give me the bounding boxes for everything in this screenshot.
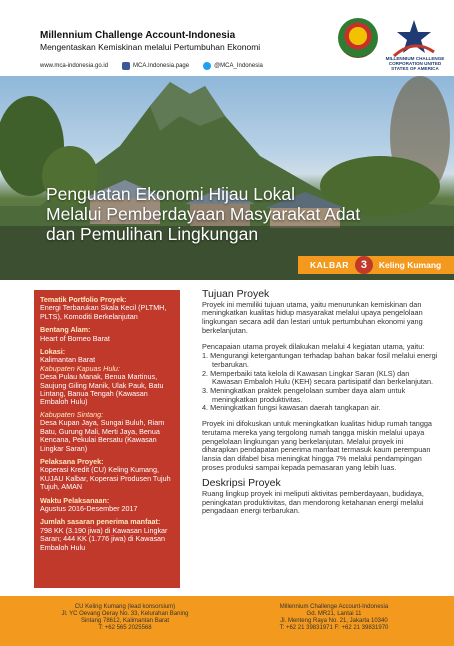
goal-list [202, 352, 438, 413]
sintang-label: Kabupaten Sintang: [40, 409, 104, 419]
facebook-icon [122, 62, 130, 70]
landscape-illustration [0, 76, 454, 280]
period-label: Waktu Pelaksanaan: [40, 495, 110, 505]
facebook-link[interactable] [122, 62, 189, 70]
footer-left-address-1: Jl. YC Oevang Oeray No. 33, Kelurahan Baning [61, 611, 189, 617]
goal-list-item: 3. Meningkatkan praktek pengelolaan sumber daya alam untuk meningkatkan produktivitas. [202, 386, 406, 404]
portfolio-section [40, 296, 174, 321]
project-info-box [34, 290, 180, 588]
project-number-badge: 3 [355, 256, 373, 274]
goal-paragraph-1: Proyek ini memiliki tujuan utama, yaitu menurunkan kemiskinan dan meningkatkan kualitas hidup masyarakat melalui upaya pengelolaan lingkungan secara adil dan lestari untuk pertumbuhan ekonomi yang berkelanjutan. [202, 299, 423, 335]
goal-list-item: 2. Memperbaiki tata kelola di Kawasan Lingkar Saran (KLS) dan Kawasan Embaloh Hulu (KEH) secara partisipatif dan berkelanjutan. [202, 368, 434, 387]
beneficiaries-value: 798 KK (3.190 jiwa) di Kawasan Lingkar Saran; 444 KK (1.776 jiwa) di Kawasan Embaloh Hulu [40, 525, 168, 552]
main-content [202, 290, 438, 523]
kapuas-value: Desa Pulau Manak, Benua Martinus, Saujung Giling Manik, Ulak Pauk, Batu Lintang, Banua Tengah (Kawasan Embaloh Hulu) [40, 372, 164, 407]
header [0, 0, 454, 76]
hero-title [46, 184, 376, 244]
footer-left-name: CU Keling Kumang (lead konsorsium) [74, 604, 176, 610]
location-value: Kalimantan Barat [40, 355, 96, 365]
location-section [40, 348, 174, 453]
project-name: Keling Kumang [378, 260, 442, 270]
description-paragraph: Ruang lingkup proyek ini meliputi aktivitas pemberdayaan, budidaya, peningkatan produktivitas, dan mendorong ketahanan energi melalui pengadaan energi terbarukan. [202, 489, 424, 516]
footer-right-address-1: Gd. MR21, Lantai 11 [306, 611, 362, 617]
portfolio-value: Energi Terbarukan Skala Kecil (PLTMH, PLTS), Komoditi Berkelanjutan [40, 303, 167, 321]
goal-paragraph-3: Proyek ini difokuskan untuk meningkatkan kualitas hidup rumah tangga terutama mereka yang tergolong rumah tangga miskin melalui upaya pengelolaan lingkungan yang berkelanjutan. Melalui proyek ini diharapkan pendapatan penerima manfaat termasuk kaum perempuan lansia dan difabel bisa meningkat hingga 7% melalui pendampingan proses produksi sampai kepada pemasaran yang lebih luas. [202, 419, 432, 472]
description-heading: Deskripsi Proyek [202, 477, 281, 490]
period-section [40, 497, 174, 514]
website-link[interactable] [40, 63, 108, 69]
hero-title-line-3: dan Pemulihan Lingkungan [46, 224, 259, 244]
region-bar [298, 256, 454, 274]
footer-right-phone: T: +62 21 39831971 F: +62 21 39831970 [279, 625, 389, 631]
implementer-section [40, 458, 174, 492]
twitter-icon [203, 62, 211, 70]
footer-left-contact [40, 604, 210, 632]
org-subtitle: Mengentaskan Kemiskinan melalui Pertumbuhan Ekonomi [40, 42, 261, 52]
goal-paragraph-2: Pencapaian utama proyek dilakukan melalui 4 kegiatan utama, yaitu: [202, 341, 425, 351]
footer-left-address-2: Sintang 78612, Kalimantan Barat [80, 618, 170, 624]
facebook-text[interactable]: MCA.Indonesia.page [133, 63, 190, 69]
beneficiaries-label: Jumlah sasaran penerima manfaat: [40, 517, 161, 527]
contact-links [40, 62, 277, 70]
implementer-value: Koperasi Kredit (CU) Keling Kumang, KUJAU Kalbar, Koperasi Produsen Tujuh Tujuh, AMAN [40, 465, 171, 492]
twitter-link[interactable] [203, 62, 263, 70]
mcc-logo-text: MILLENNIUM CHALLENGE CORPORATION UNITED STATES OF AMERICA [385, 56, 445, 72]
beneficiaries-section [40, 518, 174, 552]
hero-title-line-1: Penguatan Ekonomi Hijau Lokal [46, 184, 296, 204]
goal-list-item: 1. Mengurangi ketergantungan terhadap bahan bakar fosil melalui energi terbarukan. [202, 351, 438, 369]
implementer-label: Pelaksana Proyek: [40, 456, 104, 466]
sintang-value: Desa Kupan Jaya, Sungai Buluh, Riam Batu, Gurung Mali, Merti Jaya, Benua Kencana, Pekulai Bersatu (Kawasan Lingkar Saran) [40, 418, 165, 453]
footer-right-name: Millennium Challenge Account-Indonesia [279, 604, 389, 610]
org-title: Millennium Challenge Account-Indonesia [40, 30, 236, 41]
keling-kumang-logo [338, 18, 378, 58]
goal-heading: Tujuan Proyek [202, 288, 270, 300]
portfolio-label: Tematik Portfolio Proyek: [40, 295, 127, 304]
mcc-swoosh-icon [394, 46, 434, 56]
kapuas-label: Kabupaten Kapuas Hulu: [40, 363, 120, 373]
twitter-text[interactable]: @MCA_Indonesia [214, 63, 263, 69]
footer-right-address-2: Jl. Menteng Raya No. 21, Jakarta 10340 [280, 618, 388, 624]
location-label: Lokasi: [40, 347, 66, 357]
footer-right-contact [244, 604, 424, 632]
hero-title-line-2: Melalui Pemberdayaan Masyarakat Adat [46, 204, 361, 224]
landscape-value: Heart of Borneo Barat [40, 333, 110, 343]
landscape-label: Bentang Alam: [40, 325, 91, 335]
footer-left-phone: T: +62 565 2025568 [98, 625, 152, 631]
website-text[interactable]: www.mca-indonesia.go.id [40, 63, 109, 69]
period-value: Agustus 2016-Desember 2017 [40, 503, 138, 513]
hero-photo [0, 76, 454, 280]
goal-list-item: 4. Meningkatkan fungsi kawasan daerah tangkapan air. [202, 403, 381, 413]
footer [0, 596, 454, 646]
landscape-section [40, 326, 174, 343]
region-label: KALBAR [310, 260, 349, 270]
